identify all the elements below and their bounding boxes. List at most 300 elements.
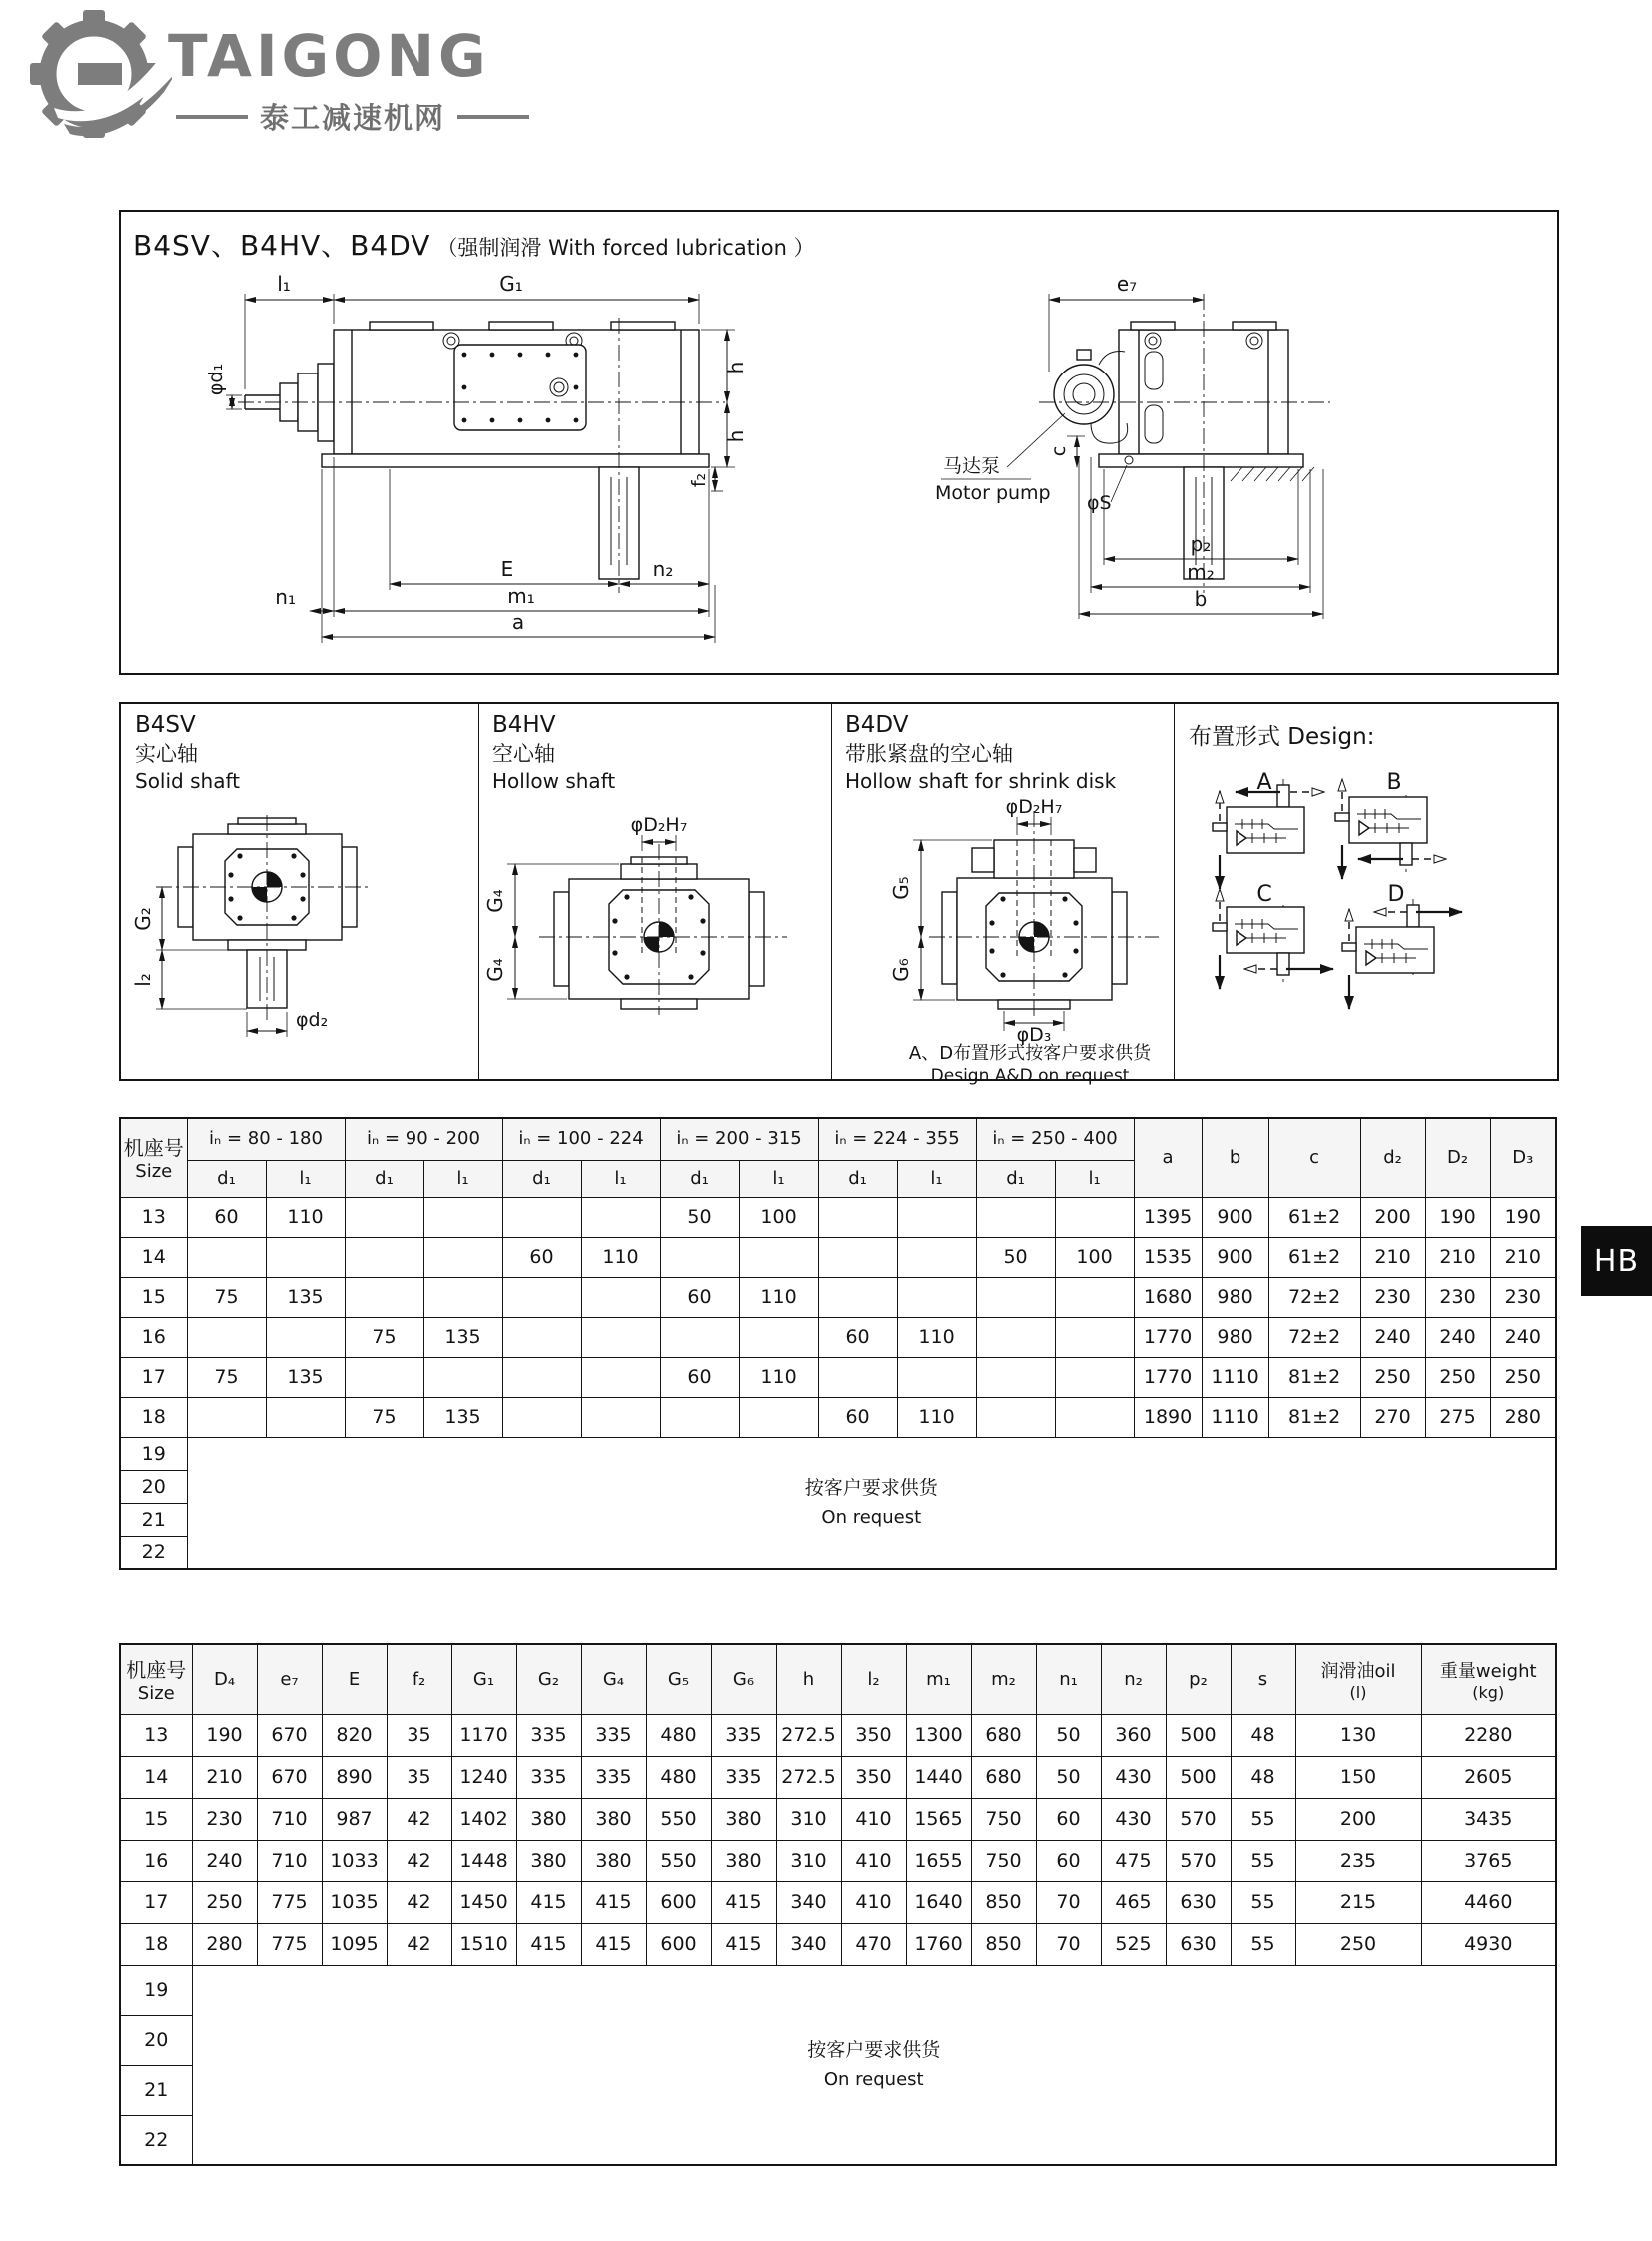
table-cell: 980 <box>1202 1277 1268 1317</box>
table-cell: 550 <box>646 1798 711 1840</box>
table-cell: 1395 <box>1134 1197 1202 1237</box>
weight-header-label: 重量weight <box>1439 1660 1537 1682</box>
table-cell: 110 <box>581 1237 660 1277</box>
table-cell: 272.5 <box>776 1714 841 1756</box>
table-cell: 415 <box>711 1923 776 1965</box>
dim-label-E: E <box>500 557 514 581</box>
table-cell: 987 <box>322 1798 387 1840</box>
table-cell: 1440 <box>906 1756 971 1798</box>
table-cell: 750 <box>971 1840 1036 1881</box>
dim-label-h-top: h <box>724 361 748 374</box>
table-cell: 360 <box>1101 1714 1166 1756</box>
column-header: e₇ <box>257 1644 322 1714</box>
table-cell: 1680 <box>1134 1277 1202 1317</box>
table-cell: 55 <box>1231 1881 1295 1923</box>
table-cell: 380 <box>711 1840 776 1881</box>
table-cell: 230 <box>1425 1277 1490 1317</box>
design-d-label: D <box>1387 882 1405 907</box>
size-cell: 22 <box>120 2115 192 2165</box>
table-cell: 335 <box>711 1714 776 1756</box>
pump-label-cn: 马达泵 <box>943 455 1001 477</box>
table-cell: 75 <box>345 1397 423 1437</box>
table-cell: 1110 <box>1202 1357 1268 1397</box>
on-request-text-en: On request <box>823 2068 924 2090</box>
table-cell: 4460 <box>1421 1881 1556 1923</box>
table-cell: 1300 <box>906 1714 971 1756</box>
table-cell: 310 <box>776 1798 841 1840</box>
ratio-group-header: iₙ = 100 - 224 <box>502 1118 660 1160</box>
dim-label-G2: G₂ <box>131 907 155 931</box>
column-header: l₁ <box>739 1160 818 1197</box>
table-cell: 280 <box>192 1923 257 1965</box>
table-cell: 600 <box>646 1881 711 1923</box>
column-header: l₁ <box>897 1160 976 1197</box>
ratio-group-header: iₙ = 80 - 180 <box>187 1118 345 1160</box>
table-cell: 1655 <box>906 1840 971 1881</box>
table-cell: 190 <box>1490 1197 1556 1237</box>
ratio-group-header: iₙ = 250 - 400 <box>976 1118 1134 1160</box>
dim-label-m1: m₁ <box>507 584 535 608</box>
column-header: m₂ <box>971 1644 1036 1714</box>
on-request-text-cn: 按客户要求供货 <box>804 1477 938 1500</box>
table-cell: 600 <box>646 1923 711 1965</box>
ratio-group-header: iₙ = 90 - 200 <box>345 1118 502 1160</box>
design-d-diagram <box>1342 882 1462 1009</box>
table-cell: 42 <box>387 1881 451 1923</box>
table-cell: 60 <box>818 1317 897 1357</box>
table-cell: 350 <box>841 1756 906 1798</box>
dim-label-c: c <box>1048 445 1070 457</box>
table-cell: 280 <box>1490 1397 1556 1437</box>
table-cell: 4930 <box>1421 1923 1556 1965</box>
dim-label-f2: f₂ <box>688 472 710 488</box>
column-header: f₂ <box>387 1644 451 1714</box>
column-header: d₁ <box>187 1160 266 1197</box>
table-cell: 1890 <box>1134 1397 1202 1437</box>
table-cell: 1770 <box>1134 1357 1202 1397</box>
table-cell: 55 <box>1231 1840 1295 1881</box>
b4sv-name-en: Solid shaft <box>135 769 240 794</box>
table-cell: 135 <box>266 1357 345 1397</box>
table-cell: 850 <box>971 1923 1036 1965</box>
column-header: d₁ <box>976 1160 1055 1197</box>
table-cell: 210 <box>1490 1237 1556 1277</box>
table-cell: 55 <box>1231 1798 1295 1840</box>
size-cell: 21 <box>120 1503 187 1536</box>
column-header: G₅ <box>646 1644 711 1714</box>
table-cell: 480 <box>646 1714 711 1756</box>
table-cell: 1240 <box>451 1756 516 1798</box>
pump-label-en: Motor pump <box>935 482 1051 504</box>
table-cell: 135 <box>266 1277 345 1317</box>
dim-label-S: φS <box>1087 492 1112 514</box>
table-cell: 42 <box>387 1798 451 1840</box>
dim-label-l2: l₂ <box>131 973 155 987</box>
design-c-diagram <box>1213 882 1333 989</box>
size-cell: 20 <box>120 1470 187 1503</box>
table-cell: 110 <box>897 1397 976 1437</box>
dim-label-D2H7: φD₂H₇ <box>630 814 688 836</box>
table-cell: 900 <box>1202 1237 1268 1277</box>
table-cell: 75 <box>187 1357 266 1397</box>
table-cell: 110 <box>897 1317 976 1357</box>
size-cell: 13 <box>120 1714 192 1756</box>
size-cell: 17 <box>120 1357 187 1397</box>
size-cell: 13 <box>120 1197 187 1237</box>
table-cell: 465 <box>1101 1881 1166 1923</box>
table-cell: 61±2 <box>1268 1237 1360 1277</box>
table-cell: 890 <box>322 1756 387 1798</box>
table-cell: 250 <box>1425 1357 1490 1397</box>
table-cell: 230 <box>192 1798 257 1840</box>
dim-label-e7: e₇ <box>1116 272 1138 296</box>
table-cell: 850 <box>971 1881 1036 1923</box>
size-cell: 17 <box>120 1881 192 1923</box>
table-cell: 570 <box>1166 1798 1231 1840</box>
table-cell: 50 <box>1036 1756 1101 1798</box>
table-cell: 1170 <box>451 1714 516 1756</box>
table-cell: 415 <box>711 1881 776 1923</box>
table-cell: 710 <box>257 1840 322 1881</box>
column-header: d₁ <box>502 1160 581 1197</box>
column-header: D₄ <box>192 1644 257 1714</box>
table-cell: 60 <box>1036 1798 1101 1840</box>
table-cell: 250 <box>1295 1923 1421 1965</box>
table-cell: 2280 <box>1421 1714 1556 1756</box>
table-cell: 380 <box>516 1798 581 1840</box>
table-cell: 100 <box>739 1197 818 1237</box>
size-cell: 16 <box>120 1840 192 1881</box>
table-cell: 335 <box>581 1714 646 1756</box>
on-request-text-en: On request <box>821 1506 922 1528</box>
table-cell: 270 <box>1360 1397 1425 1437</box>
table-cell: 60 <box>502 1237 581 1277</box>
size-header-en: Size <box>137 1683 175 1705</box>
dim-label-h-bottom: h <box>724 429 748 443</box>
table-cell: 110 <box>739 1357 818 1397</box>
table-cell: 60 <box>818 1397 897 1437</box>
table-cell: 550 <box>646 1840 711 1881</box>
table-cell: 430 <box>1101 1798 1166 1840</box>
column-header: d₁ <box>818 1160 897 1197</box>
dim-label-D2H7-b4dv: φD₂H₇ <box>1005 796 1063 818</box>
table-cell: 1510 <box>451 1923 516 1965</box>
table-cell: 335 <box>711 1756 776 1798</box>
table-cell: 480 <box>646 1756 711 1798</box>
table-cell: 200 <box>1360 1197 1425 1237</box>
size-header-cn: 机座号 <box>126 1658 187 1683</box>
table-cell: 272.5 <box>776 1756 841 1798</box>
dim-label-G4-top: G₄ <box>483 889 507 913</box>
table-cell: 50 <box>976 1237 1055 1277</box>
size-cell: 18 <box>120 1397 187 1437</box>
column-header: c <box>1268 1118 1360 1197</box>
table-cell: 410 <box>841 1881 906 1923</box>
dim-label-d2: φd₂ <box>296 1009 329 1031</box>
table-cell: 230 <box>1490 1277 1556 1317</box>
column-header: G₁ <box>451 1644 516 1714</box>
table-cell: 190 <box>192 1714 257 1756</box>
table-cell: 60 <box>1036 1840 1101 1881</box>
table-cell: 35 <box>387 1714 451 1756</box>
dim-label-n2: n₂ <box>652 557 674 581</box>
table-cell: 500 <box>1166 1714 1231 1756</box>
dim-label-G5: G₅ <box>889 876 913 900</box>
column-header: n₂ <box>1101 1644 1166 1714</box>
dim-label-d1: φd₁ <box>205 363 227 396</box>
on-request-text-cn: 按客户要求供货 <box>807 2039 941 2062</box>
design-a-diagram <box>1213 770 1324 889</box>
column-header: l₂ <box>841 1644 906 1714</box>
size-cell: 15 <box>120 1277 187 1317</box>
size-header-cn: 机座号 <box>123 1136 184 1161</box>
table-cell: 775 <box>257 1881 322 1923</box>
table-cell: 130 <box>1295 1714 1421 1756</box>
column-header: m₁ <box>906 1644 971 1714</box>
table-cell: 55 <box>1231 1923 1295 1965</box>
table-cell: 230 <box>1360 1277 1425 1317</box>
table-cell: 110 <box>266 1197 345 1237</box>
table-cell: 3765 <box>1421 1840 1556 1881</box>
table-cell: 500 <box>1166 1756 1231 1798</box>
table-cell: 250 <box>1360 1357 1425 1397</box>
table-cell: 1535 <box>1134 1237 1202 1277</box>
table-cell: 250 <box>1490 1357 1556 1397</box>
column-header: d₁ <box>660 1160 739 1197</box>
table-cell: 430 <box>1101 1756 1166 1798</box>
table-cell: 210 <box>1425 1237 1490 1277</box>
table-cell: 210 <box>1360 1237 1425 1277</box>
column-header: a <box>1134 1118 1202 1197</box>
column-header: n₁ <box>1036 1644 1101 1714</box>
b4hv-model: B4HV <box>492 712 556 738</box>
dim-label-b: b <box>1194 587 1208 611</box>
table-cell: 2605 <box>1421 1756 1556 1798</box>
size-cell: 21 <box>120 2065 192 2115</box>
table-cell: 235 <box>1295 1840 1421 1881</box>
table-cell: 75 <box>345 1317 423 1357</box>
dim-label-D3: φD₃ <box>1016 1024 1052 1046</box>
design-b-label: B <box>1386 770 1402 795</box>
table-cell: 710 <box>257 1798 322 1840</box>
table-cell: 380 <box>711 1798 776 1840</box>
table-cell: 820 <box>322 1714 387 1756</box>
table-cell: 470 <box>841 1923 906 1965</box>
table-cell: 340 <box>776 1881 841 1923</box>
table-cell: 240 <box>1425 1317 1490 1357</box>
column-header: p₂ <box>1166 1644 1231 1714</box>
size-cell: 14 <box>120 1237 187 1277</box>
dim-label-l1: l₁ <box>277 272 291 296</box>
design-a-label: A <box>1256 770 1272 795</box>
b4sv-name-cn: 实心轴 <box>135 741 198 766</box>
column-header: G₂ <box>516 1644 581 1714</box>
table-cell: 42 <box>387 1840 451 1881</box>
table-cell: 1450 <box>451 1881 516 1923</box>
table-cell: 100 <box>1055 1237 1134 1277</box>
table-cell: 61±2 <box>1268 1197 1360 1237</box>
table-cell: 980 <box>1202 1317 1268 1357</box>
table-cell: 380 <box>516 1840 581 1881</box>
table-cell: 72±2 <box>1268 1277 1360 1317</box>
table-cell: 525 <box>1101 1923 1166 1965</box>
column-header: G₆ <box>711 1644 776 1714</box>
table-cell: 60 <box>660 1357 739 1397</box>
table-cell: 1035 <box>322 1881 387 1923</box>
table-cell: 135 <box>423 1317 502 1357</box>
table-cell: 900 <box>1202 1197 1268 1237</box>
table-cell: 48 <box>1231 1714 1295 1756</box>
table-cell: 75 <box>187 1277 266 1317</box>
table-cell: 475 <box>1101 1840 1166 1881</box>
column-header: l₁ <box>1055 1160 1134 1197</box>
dim-label-m2: m₂ <box>1187 560 1215 584</box>
table-cell: 1110 <box>1202 1397 1268 1437</box>
design-b-diagram <box>1335 770 1446 879</box>
table-cell: 240 <box>192 1840 257 1881</box>
table-cell: 3435 <box>1421 1798 1556 1840</box>
table-cell: 415 <box>516 1923 581 1965</box>
dim-label-G4-bottom: G₄ <box>483 958 507 982</box>
table-cell: 1033 <box>322 1840 387 1881</box>
table-cell: 1095 <box>322 1923 387 1965</box>
column-header: D₃ <box>1490 1118 1556 1197</box>
table-cell: 680 <box>971 1714 1036 1756</box>
table-cell: 350 <box>841 1714 906 1756</box>
table-cell: 60 <box>187 1197 266 1237</box>
table-cell: 250 <box>192 1881 257 1923</box>
table-cell: 70 <box>1036 1923 1101 1965</box>
b4sv-model: B4SV <box>135 712 196 738</box>
table-cell: 48 <box>1231 1756 1295 1798</box>
table-cell: 1565 <box>906 1798 971 1840</box>
column-header: l₁ <box>266 1160 345 1197</box>
table-cell: 680 <box>971 1756 1036 1798</box>
dim-label-G1: G₁ <box>499 272 523 296</box>
column-header: d₁ <box>345 1160 423 1197</box>
size-cell: 15 <box>120 1798 192 1840</box>
end-view-drawing <box>935 272 1330 619</box>
b4dv-model: B4DV <box>845 712 909 738</box>
size-header-en: Size <box>135 1161 173 1183</box>
b4dv-note-cn: A、D布置形式按客户要求供货 <box>908 1043 1152 1064</box>
b4hv-drawing <box>483 814 787 1015</box>
oil-header-label: 润滑油oil <box>1320 1660 1396 1682</box>
table-cell: 415 <box>516 1881 581 1923</box>
table-cell: 630 <box>1166 1881 1231 1923</box>
table-cell: 81±2 <box>1268 1357 1360 1397</box>
column-header: h <box>776 1644 841 1714</box>
size-cell: 20 <box>120 2015 192 2065</box>
column-header: E <box>322 1644 387 1714</box>
table-cell: 1770 <box>1134 1317 1202 1357</box>
table-cell: 570 <box>1166 1840 1231 1881</box>
drawing-title-models: B4SV、B4HV、B4DV <box>133 229 431 262</box>
dim-label-p2: p₂ <box>1190 532 1212 556</box>
b4dv-drawing <box>889 796 1159 1046</box>
b4hv-name-en: Hollow shaft <box>492 769 616 794</box>
table-cell: 275 <box>1425 1397 1490 1437</box>
drawing-title-note: （强制润滑 With forced lubrication ） <box>436 236 815 260</box>
table-cell: 150 <box>1295 1756 1421 1798</box>
table-cell: 670 <box>257 1714 322 1756</box>
design-c-label: C <box>1256 882 1272 907</box>
side-view-drawing <box>205 272 748 643</box>
dim-label-n1: n₁ <box>275 585 296 609</box>
table-cell: 310 <box>776 1840 841 1881</box>
table-cell: 1402 <box>451 1798 516 1840</box>
table-cell: 1448 <box>451 1840 516 1881</box>
b4sv-drawing <box>131 815 372 1037</box>
column-header: b <box>1202 1118 1268 1197</box>
table-cell: 670 <box>257 1756 322 1798</box>
table-cell: 340 <box>776 1923 841 1965</box>
table-cell: 415 <box>581 1881 646 1923</box>
table-cell: 60 <box>660 1277 739 1317</box>
table-cell: 72±2 <box>1268 1317 1360 1357</box>
table-cell: 35 <box>387 1756 451 1798</box>
table-cell: 335 <box>581 1756 646 1798</box>
column-header: l₁ <box>423 1160 502 1197</box>
table-cell: 215 <box>1295 1881 1421 1923</box>
table-cell: 50 <box>660 1197 739 1237</box>
size-cell: 22 <box>120 1536 187 1569</box>
oil-header-unit: (l) <box>1349 1682 1367 1702</box>
column-header: D₂ <box>1425 1118 1490 1197</box>
column-header: s <box>1231 1644 1295 1714</box>
ratio-group-header: iₙ = 200 - 315 <box>660 1118 818 1160</box>
design-title: 布置形式 Design: <box>1189 724 1375 750</box>
section-tab-hb: HB <box>1581 1226 1652 1296</box>
column-header: l₁ <box>581 1160 660 1197</box>
table-cell: 240 <box>1490 1317 1556 1357</box>
column-header: G₄ <box>581 1644 646 1714</box>
table-cell: 775 <box>257 1923 322 1965</box>
column-header: d₂ <box>1360 1118 1425 1197</box>
table-cell: 410 <box>841 1798 906 1840</box>
size-cell: 16 <box>120 1317 187 1357</box>
size-cell: 19 <box>120 1965 192 2015</box>
table-cell: 240 <box>1360 1317 1425 1357</box>
size-cell: 18 <box>120 1923 192 1965</box>
table-cell: 42 <box>387 1923 451 1965</box>
table-cell: 380 <box>581 1840 646 1881</box>
brand-wordmark: TAIGONG <box>168 22 490 90</box>
table-cell: 190 <box>1425 1197 1490 1237</box>
table-cell: 630 <box>1166 1923 1231 1965</box>
table-cell: 210 <box>192 1756 257 1798</box>
table-cell: 200 <box>1295 1798 1421 1840</box>
b4dv-name-cn: 带胀紧盘的空心轴 <box>845 741 1013 766</box>
b4hv-name-cn: 空心轴 <box>492 741 555 766</box>
weight-header-unit: (kg) <box>1472 1682 1505 1702</box>
table-cell: 135 <box>423 1397 502 1437</box>
table-cell: 415 <box>581 1923 646 1965</box>
table-cell: 335 <box>516 1756 581 1798</box>
table-cell: 335 <box>516 1714 581 1756</box>
dim-label-a: a <box>511 610 525 634</box>
table-cell: 410 <box>841 1840 906 1881</box>
table-cell: 1640 <box>906 1881 971 1923</box>
subtitle-text: 泰工减速机网 <box>260 101 446 135</box>
table-cell: 1760 <box>906 1923 971 1965</box>
table-cell: 70 <box>1036 1881 1101 1923</box>
table-cell: 380 <box>581 1798 646 1840</box>
table-cell: 81±2 <box>1268 1397 1360 1437</box>
b4dv-note-en: Design A&D on request <box>930 1065 1130 1086</box>
size-cell: 19 <box>120 1437 187 1470</box>
table-cell: 50 <box>1036 1714 1101 1756</box>
